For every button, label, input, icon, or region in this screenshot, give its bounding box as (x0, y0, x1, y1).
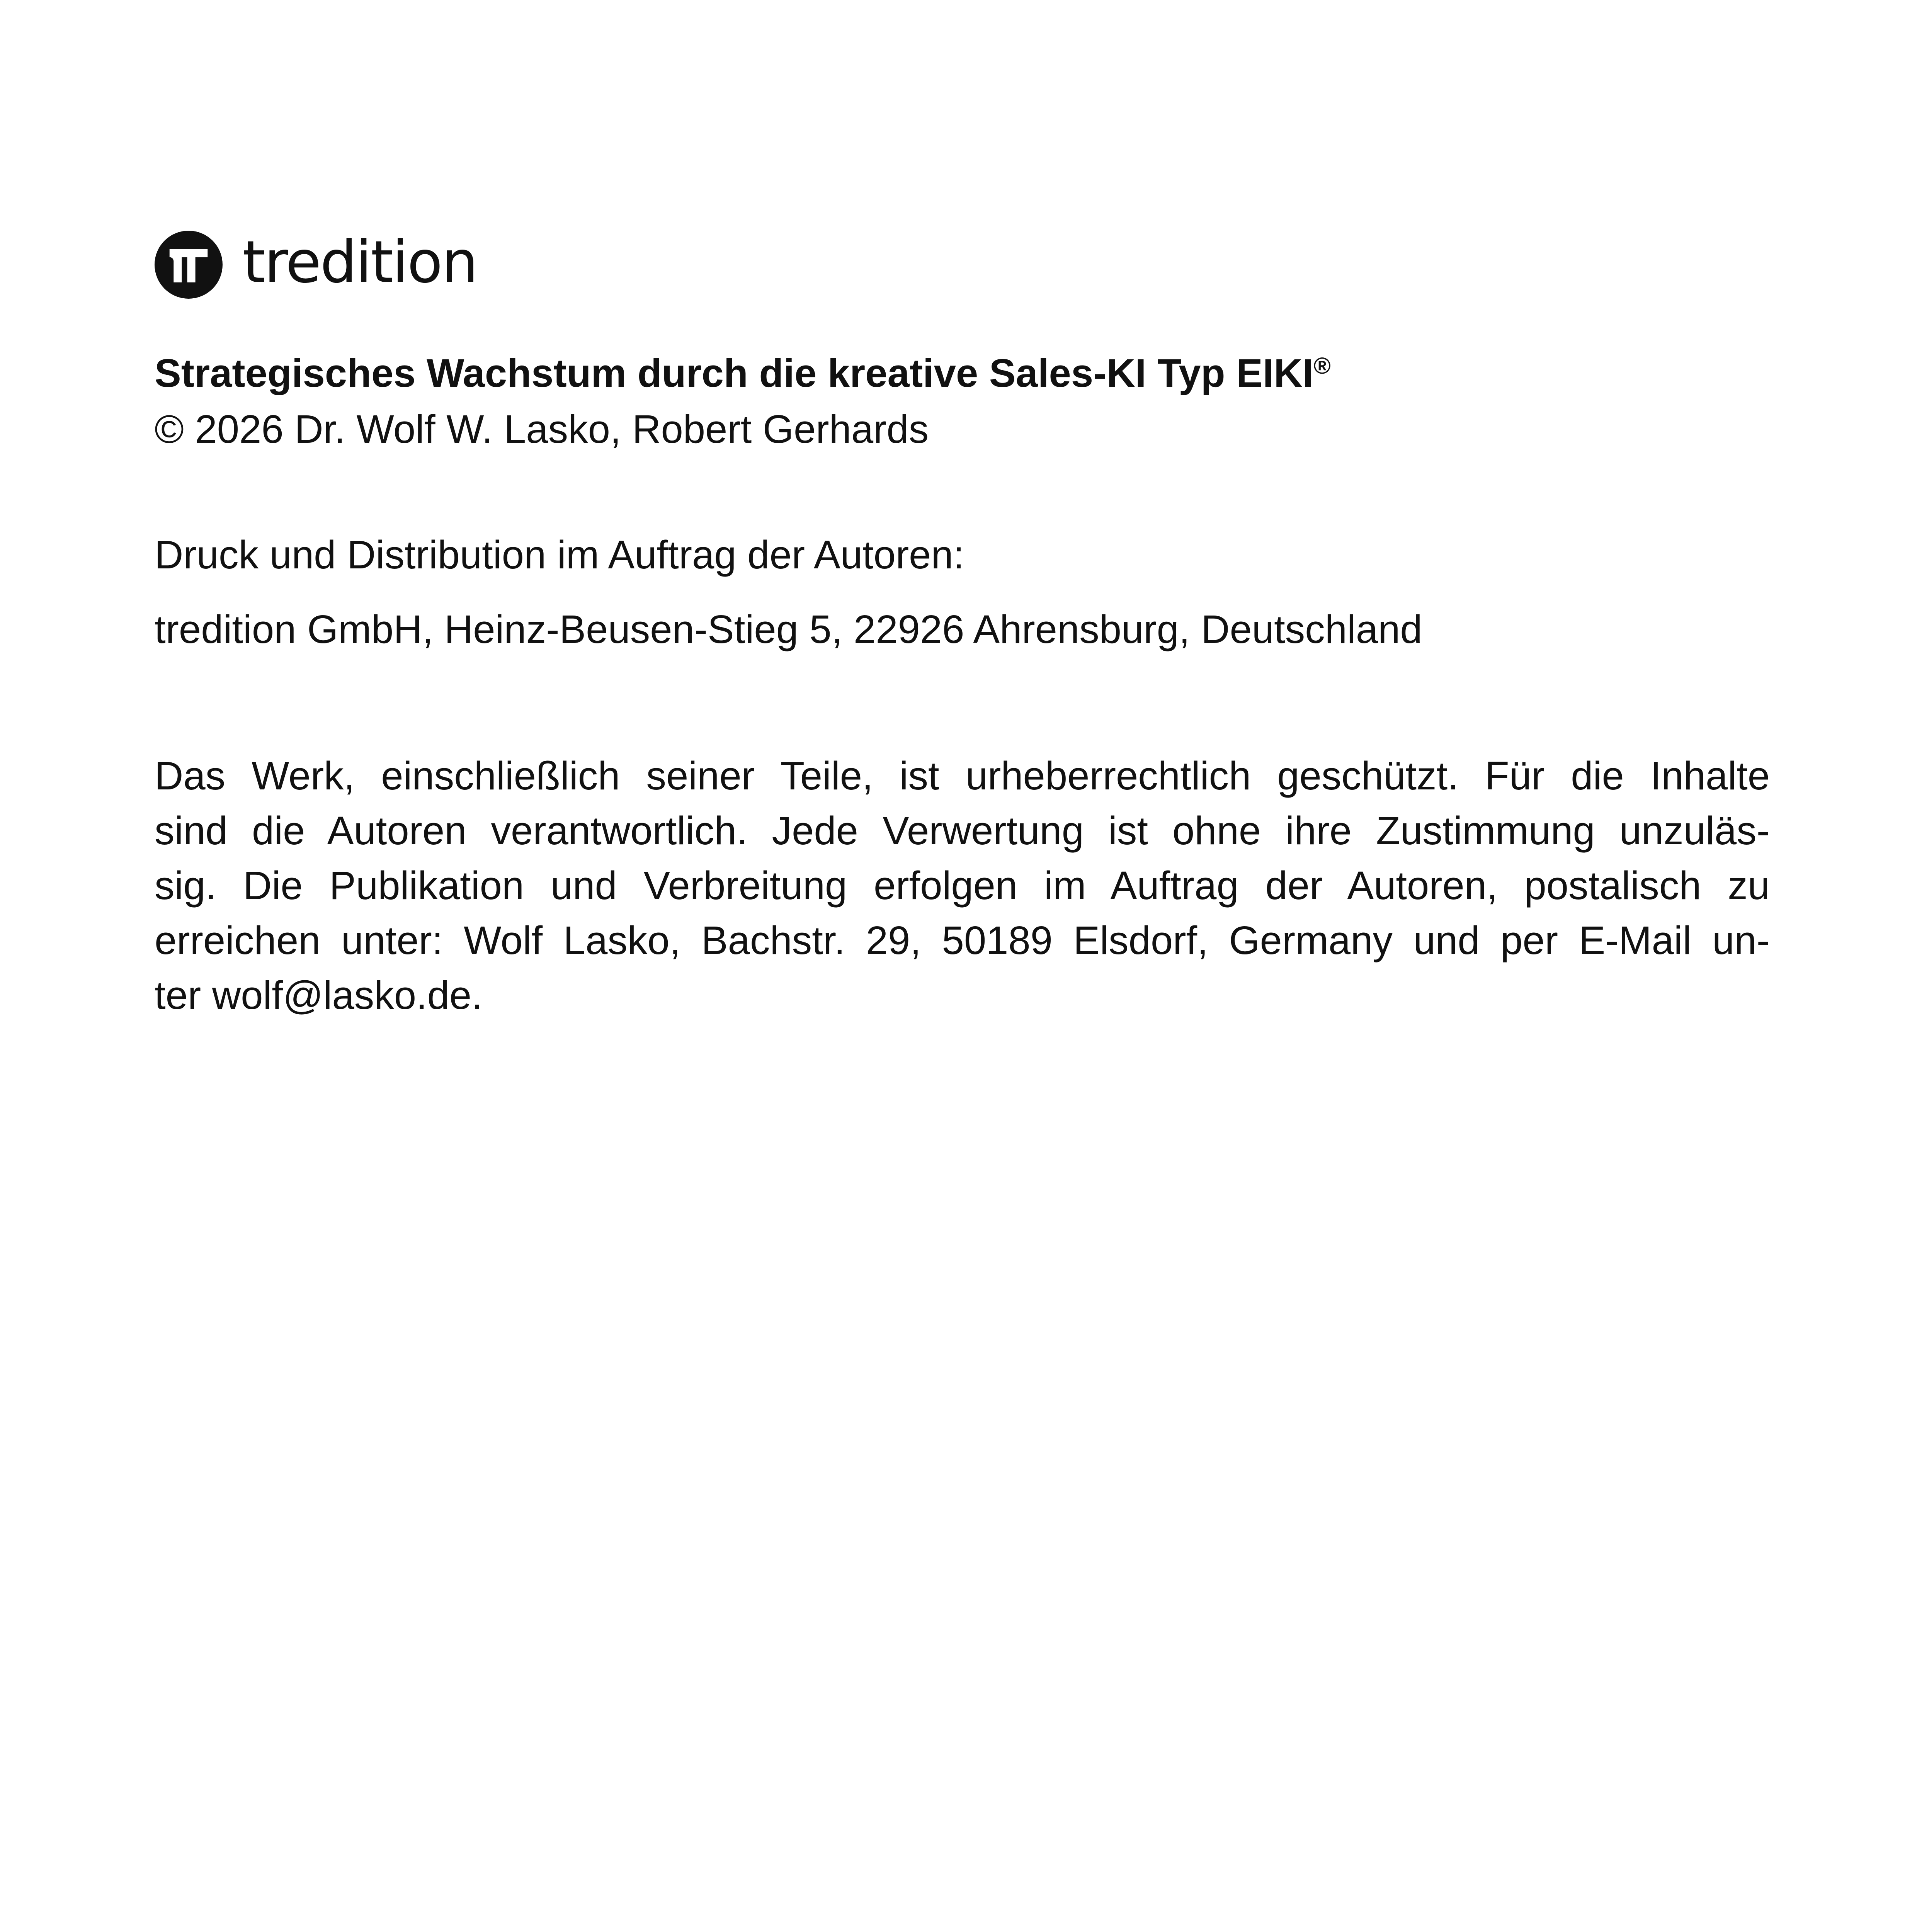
registered-mark: ® (1313, 353, 1331, 379)
legal-notice (155, 748, 1770, 1023)
legal-notice-line: sind die Autoren verantwortlich. Jede Verwertung ist ohne ihre Zustimmung unzuläs- (155, 808, 1770, 853)
legal-notice-line: Das Werk, einschließlich seiner Teile, ist urheberrechtlich geschützt. Für die Inhalte (155, 753, 1770, 798)
publisher-address: tredition GmbH, Heinz-Beusen-Stieg 5, 22926 Ahrensburg, Deutschland (155, 607, 1422, 651)
copyright-line: © 2026 Dr. Wolf W. Lasko, Robert Gerhards (155, 407, 929, 451)
legal-notice-line: sig. Die Publikation und Verbreitung erfolgen im Auftrag der Autoren, postalisch zu (155, 863, 1770, 908)
publisher-logo (155, 228, 477, 301)
print-distribution-label: Druck und Distribution im Auftrag der Autoren: (155, 532, 964, 577)
legal-notice-line: erreichen unter: Wolf Lasko, Bachstr. 29, 50189 Elsdorf, Germany und per E-Mail un- (155, 918, 1770, 963)
book-title-line (155, 346, 1770, 401)
book-title: Strategisches Wachstum durch die kreative Sales-KI Typ EIKI (155, 351, 1314, 395)
legal-notice-line: ter wolf@lasko.de. (155, 973, 483, 1017)
publisher-wordmark: tredition (243, 229, 477, 296)
tredition-logo-icon (155, 231, 223, 299)
